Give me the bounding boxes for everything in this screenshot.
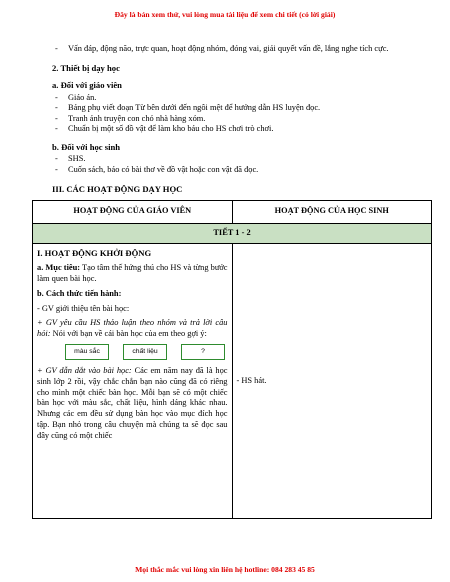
list-item: - Vấn đáp, động não, trực quan, hoạt động nhóm, đóng vai, giải quyết vấn đề, lắng nghe tích cực. bbox=[52, 44, 412, 55]
list-item: - Cuốn sách, báo có bài thơ về đồ vật hoặc con vật đã đọc. bbox=[52, 165, 412, 176]
task-italic: + GV yêu cầu HS thảo luận theo nhóm và trả lời câu hỏi: bbox=[37, 318, 228, 339]
list-item: - SHS. bbox=[52, 154, 412, 165]
student-column-header: HOẠT ĐỘNG CỦA HỌC SINH bbox=[232, 200, 432, 223]
goal-paragraph bbox=[37, 263, 228, 285]
student-activity-cell bbox=[232, 243, 432, 518]
teacher-items-list bbox=[52, 93, 412, 135]
teacher-heading: a. Đối với giáo viên bbox=[52, 80, 122, 90]
preview-banner: Đây là bản xem thử, vui lòng mua tài liệu để xem chi tiết (có lời giải) bbox=[114, 10, 336, 19]
lead-text: Các em năm nay đã là học sinh lớp 2 rồi, vậy chắc chắn bạn nào cũng đã có riêng cho mình một chiếc bàn học. Mỗi bạn sẽ có một chiếc bàn học với màu sắc, chất liệu, hình dáng khác nhau. Nhưng các em đều sử dụng bàn học vào mục đích học tập. Bạn nhỏ trong câu chuyện mà chúng ta sẽ đọc sau đây cũng có một chiếc bbox=[37, 366, 228, 440]
activities-heading: III. CÁC HOẠT ĐỘNG DẠY HỌC bbox=[52, 184, 183, 194]
list-item: - Giáo án. bbox=[52, 93, 412, 104]
task-text: Nói với bạn về cái bàn học của em theo gợi ý: bbox=[50, 329, 207, 339]
methods-list bbox=[52, 44, 412, 55]
list-item: - Chuẩn bị một số đồ vật để làm kho báu cho HS chơi trò chơi. bbox=[52, 124, 412, 135]
list-item: - Bảng phụ viết đoạn Từ bên dưới đến ngôi mệt để hướng dẫn HS luyện đọc. bbox=[52, 103, 412, 114]
period-label: TIẾT 1 - 2 bbox=[33, 223, 432, 243]
activities-table bbox=[32, 200, 432, 519]
equipment-heading: 2. Thiết bị dạy học bbox=[52, 62, 120, 73]
goal-label: a. Mục tiêu: bbox=[37, 263, 81, 273]
method-label: b. Cách thức tiến hành: bbox=[37, 288, 122, 298]
goal-text: Tạo tâm thế hứng thú cho HS và từng bước làm quen bài học. bbox=[37, 263, 228, 284]
student-heading: b. Đối với học sinh bbox=[52, 141, 121, 152]
hint-box-color: màu sắc bbox=[65, 344, 109, 360]
task-paragraph bbox=[37, 318, 228, 340]
teacher-activity-cell bbox=[33, 243, 233, 518]
list-item: - Tranh ảnh truyện con chó nhà hàng xóm. bbox=[52, 114, 412, 125]
intro-text: - GV giới thiệu tên bài học: bbox=[37, 303, 130, 313]
hint-box-material: chất liệu bbox=[123, 344, 167, 360]
teacher-column-header: HOẠT ĐỘNG CỦA GIÁO VIÊN bbox=[33, 200, 233, 223]
lead-paragraph bbox=[37, 366, 228, 442]
student-response: - HS hát. bbox=[236, 375, 267, 385]
section-title: I. HOẠT ĐỘNG KHỞI ĐỘNG bbox=[37, 247, 152, 258]
lead-italic: + GV dẫn dắt vào bài học: bbox=[37, 366, 132, 376]
hint-boxes bbox=[65, 344, 228, 360]
hotline-banner: Mọi thắc mắc vui lòng xin liên hệ hotline: 084 283 45 85 bbox=[135, 565, 315, 574]
hint-box-question: ? bbox=[181, 344, 225, 360]
document-body bbox=[37, 44, 412, 519]
student-items-list bbox=[52, 154, 412, 175]
